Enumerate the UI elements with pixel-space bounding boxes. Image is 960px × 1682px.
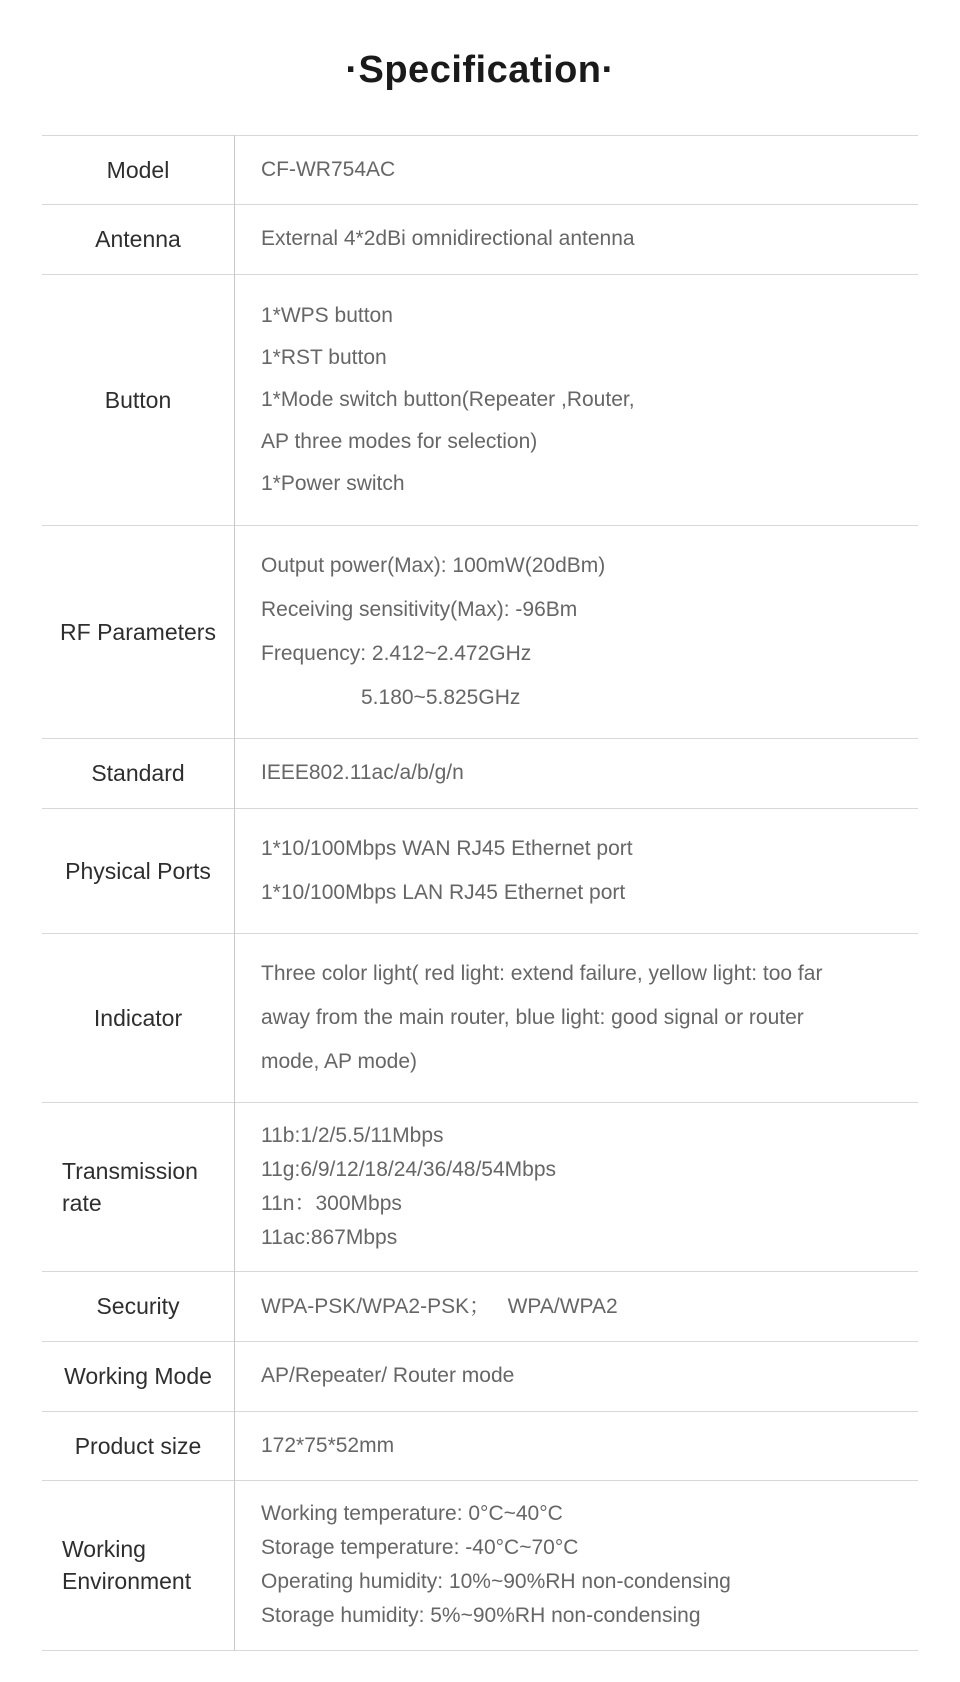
spec-value-line: Three color light( red light: extend failure, yellow light: too far [261,962,823,986]
spec-value-line: Receiving sensitivity(Max): -96Bm [261,598,578,621]
spec-value-line: 1*10/100Mbps WAN RJ45 Ethernet port [261,836,633,860]
spec-value [235,1481,919,1650]
table-row [42,1411,918,1481]
spec-value-line: 1*10/100Mbps LAN RJ45 Ethernet port [261,881,626,905]
table-row [42,1481,918,1650]
table-row [42,1342,918,1412]
spec-value [235,525,919,738]
table-row [42,1103,918,1272]
spec-value-line: Frequency: 2.412~2.472GHz [261,642,532,666]
spec-value-line: WPA-PSK/WPA2-PSK； WPA/WPA2 [261,1294,618,1318]
spec-value-line: Storage humidity: 5%~90%RH non-condensing [261,1604,701,1628]
spec-value [235,808,919,933]
spec-value-line: CF-WR754AC [261,157,396,181]
spec-label: Button [104,386,172,413]
table-row [42,1272,918,1342]
spec-label: Standard [91,760,185,787]
spec-label: Model [106,156,170,183]
table-row [42,739,918,809]
spec-value-line: AP three modes for selection) [261,429,538,453]
spec-value-line: Operating humidity: 10%~90%RH non-condensing [261,1570,731,1594]
spec-value-line: External 4*2dBi omnidirectional antenna [261,227,635,251]
spec-value-line: 1*Power switch [261,471,405,495]
spec-value-line: 1*Mode switch button(Repeater ,Router, [261,387,635,411]
spec-label: Working Mode [64,1363,212,1390]
spec-value-line: Working temperature: 0°C~40°C [261,1502,563,1526]
spec-value-line: Output power(Max): 100mW(20dBm) [261,553,606,577]
spec-value-line: 11g:6/9/12/18/24/36/48/54Mbps [261,1158,557,1182]
spec-label: Security [96,1293,180,1320]
table-row [42,205,918,275]
spec-label: Physical Ports [65,857,211,884]
spec-value [235,274,919,525]
spec-value-line: 1*WPS button [261,303,393,327]
spec-value-line: mode, AP mode) [261,1050,418,1074]
table-row [42,525,918,738]
spec-value-line: 11b:1/2/5.5/11Mbps [261,1124,444,1148]
specification-table [42,135,918,1651]
table-row [42,135,918,205]
spec-value-line: away from the main router, blue light: good signal or router [261,1006,804,1030]
specification-table-body [42,135,918,1650]
spec-value [235,1411,919,1481]
spec-value [235,1342,919,1412]
spec-value-line: IEEE802.11ac/a/b/g/n [261,761,464,785]
spec-label: RF Parameters [60,618,216,645]
spec-value-line: 172*75*52mm [261,1433,395,1457]
spec-value-line: Storage temperature: -40°C~70°C [261,1536,579,1560]
spec-value [235,205,919,275]
spec-value-line: 11ac:867Mbps [261,1226,398,1250]
spec-label: Transmission rate [62,1157,198,1217]
table-row [42,934,918,1103]
page-title: ·Specification· [345,49,615,91]
spec-value [235,1272,919,1342]
spec-value [235,934,919,1103]
spec-value-line: 1*RST button [261,345,387,369]
spec-value-line: AP/Repeater/ Router mode [261,1364,515,1388]
table-row [42,808,918,933]
spec-value-line: 11n：300Mbps [261,1192,402,1216]
spec-value-line: 5.180~5.825GHz [361,686,521,710]
spec-value [235,135,919,205]
spec-value [235,1103,919,1272]
spec-label: Indicator [93,1004,183,1031]
spec-value [235,739,919,809]
table-row [42,274,918,525]
spec-label: Working Environment [62,1535,192,1595]
spec-label: Antenna [95,226,181,253]
spec-label: Product size [74,1432,202,1459]
